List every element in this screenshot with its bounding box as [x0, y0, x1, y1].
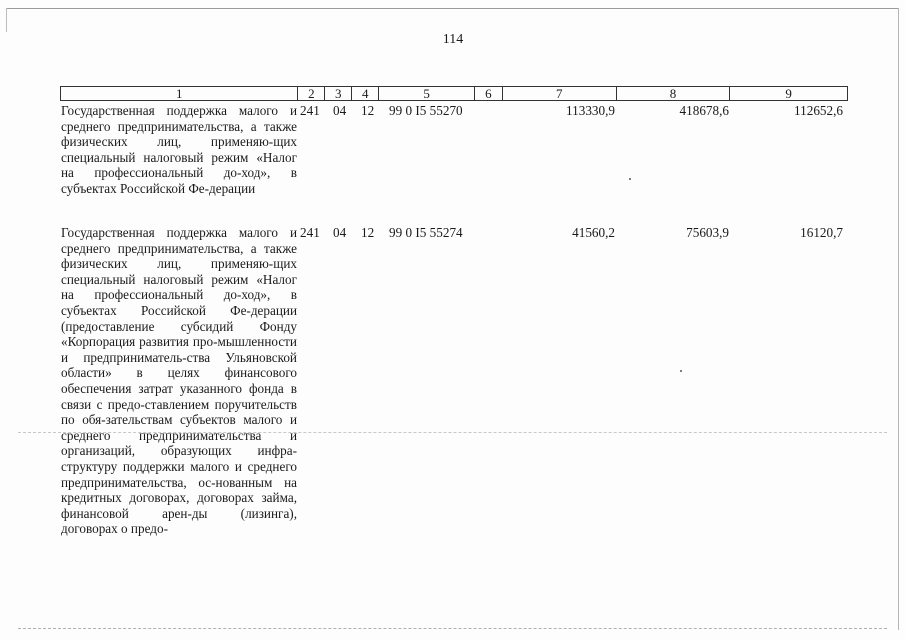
header-col-6: 6 — [475, 87, 503, 100]
scan-artifact-line — [18, 432, 887, 433]
row-description: Государственная поддержка малого и среднего предпринимательства, а также физических лиц, применяю-щих специальный налоговый режим «Налог на профессиональный до-ход», в субъектах Российской Фе-дерации (предоставление субсидий Фонду «Корпорация развития про-мышленности и предприниматель-ства Ульяновской области» в целях финансового обеспечения затрат указанного фонда в связи с предо-ставлением поручительств по обя-зательствам субъектов малого и среднего предпринимательства и организаций, образующих инфра-структуру поддержки малого и среднего предпринимательства, ос-нованным на кредитных договорах, договорах займа, финансовой арен-ды (лизинга), договорах о предо- — [61, 225, 297, 537]
row-code-3: 04 — [333, 225, 347, 240]
row-value-8: 418678,6 — [679, 103, 729, 118]
scan-speck — [680, 370, 682, 372]
row-code-4: 12 — [361, 103, 375, 118]
scan-artifact-line — [18, 628, 887, 629]
header-col-3: 3 — [325, 87, 352, 100]
row-value-9: 112652,6 — [794, 103, 843, 118]
row-code-5: 99 0 I5 55274 — [389, 225, 463, 240]
row-description: Государственная поддержка малого и среднего предпринимательства, а также физических лиц, применяю-щих специальный налоговый режим «Налог на профессиональный до-ход», в субъектах Российской Фе-дерации — [61, 103, 297, 196]
row-value-7: 41560,2 — [572, 225, 615, 240]
scan-edge-left — [6, 8, 7, 32]
row-value-7: 113330,9 — [566, 103, 615, 118]
page-number: 114 — [442, 32, 464, 47]
scan-speck — [629, 178, 631, 180]
row-value-9: 16120,7 — [800, 225, 843, 240]
row-code-2: 241 — [300, 225, 320, 240]
header-col-9: 9 — [785, 86, 792, 101]
row-code-4: 12 — [361, 225, 375, 240]
header-col-2: 2 — [298, 87, 325, 100]
header-col-8: 8 — [617, 87, 731, 100]
row-code-2: 241 — [300, 103, 320, 118]
header-col-1: 1 — [61, 87, 298, 100]
scan-edge-right — [898, 8, 899, 630]
header-col-4: 4 — [352, 87, 379, 100]
row-code-5: 99 0 I5 55270 — [389, 103, 463, 118]
header-col-5: 5 — [379, 87, 475, 100]
header-col-7: 7 — [503, 87, 617, 100]
row-code-3: 04 — [333, 103, 347, 118]
scan-edge-top — [6, 8, 899, 9]
table-header-row — [60, 86, 848, 101]
row-value-8: 75603,9 — [686, 225, 729, 240]
